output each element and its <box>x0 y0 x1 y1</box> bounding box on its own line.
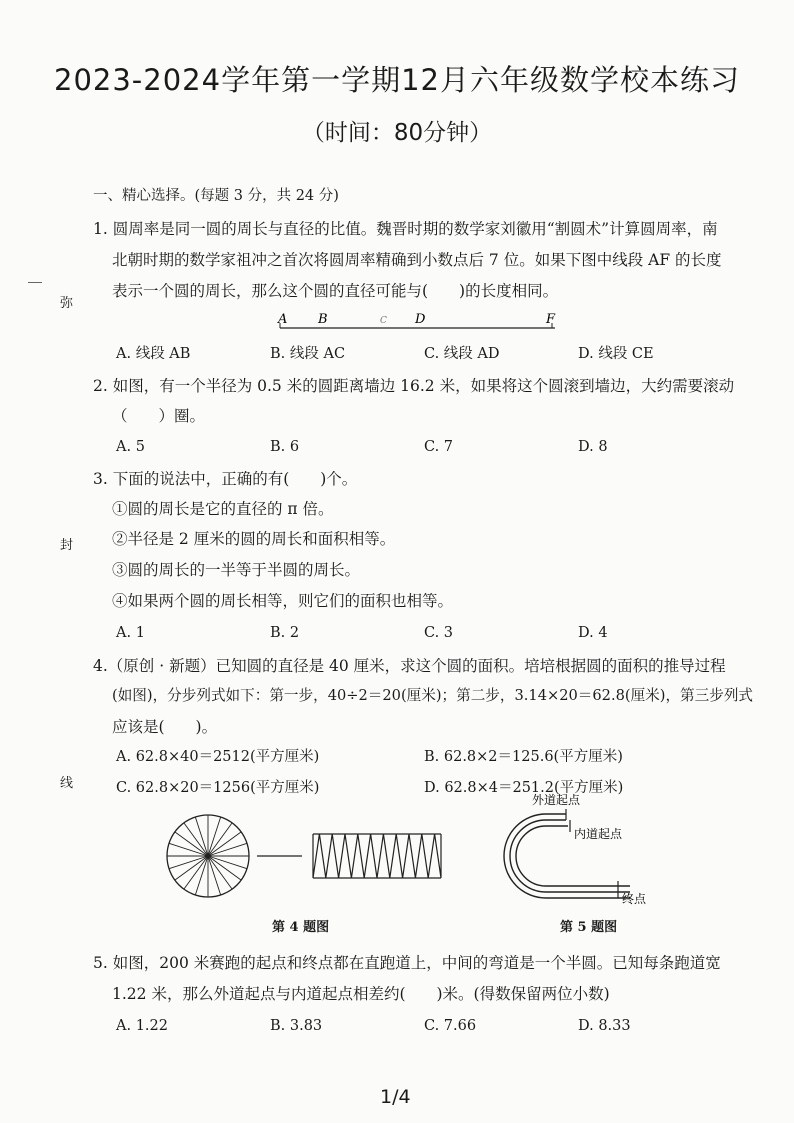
q5-option-b: B. 3.83 <box>270 1018 323 1034</box>
figure-4-caption: 第 4 题图 <box>272 920 330 935</box>
approx-rectangle <box>313 834 441 878</box>
segment-label-b: B <box>318 312 328 327</box>
margin-mark-seal: 弥 <box>60 296 74 311</box>
figure-4-circle-to-rectangle <box>165 812 455 912</box>
segment-label-c: C <box>380 316 387 326</box>
q5-option-c: C. 7.66 <box>424 1018 477 1034</box>
q2-option-d: D. 8 <box>578 439 608 455</box>
q5-line-1: 5. 如图，200 米赛跑的起点和终点都在直跑道上，中间的弯道是一个半圆。已知每条跑道宽 <box>93 954 721 972</box>
q2-line-2: （ ）圈。 <box>112 407 206 425</box>
q1-segment-figure <box>270 306 570 336</box>
time-limit: （时间：80分钟） <box>301 120 493 146</box>
margin-mark-feng: 封 <box>60 538 74 553</box>
q4-line-2: (如图)，分步列式如下：第一步，40÷2＝20(厘米)；第二步，3.14×20＝62.8(厘米)，第三步列式 <box>112 687 754 704</box>
q3-option-d: D. 4 <box>578 625 608 641</box>
q5-line-2: 1.22 米，那么外道起点与内道起点相差约( )米。(得数保留两位小数) <box>112 985 610 1003</box>
q5-option-a: A. 1.22 <box>116 1018 168 1034</box>
q4-line-3: 应该是( )。 <box>112 718 218 736</box>
sector-circle <box>167 815 249 897</box>
q3-option-b: B. 2 <box>270 625 300 641</box>
q3-line-1: 3. 下面的说法中，正确的有( )个。 <box>93 470 358 488</box>
page-number: 1/4 <box>380 1086 411 1108</box>
q3-statement-4: ④如果两个圆的周长相等，则它们的面积也相等。 <box>112 592 454 610</box>
finish-label: 终点 <box>622 892 647 906</box>
q3-statement-2: ②半径是 2 厘米的圆的周长和面积相等。 <box>112 530 396 548</box>
margin-mark-line: 线 <box>60 776 74 791</box>
q4-option-b: B. 62.8×2＝125.6(平方厘米) <box>424 749 623 765</box>
binding-margin-mark <box>28 282 42 283</box>
q4-option-d: D. 62.8×4＝251.2(平方厘米) <box>424 780 624 796</box>
q2-line-1: 2. 如图，有一个半径为 0.5 米的圆距离墙边 16.2 米，如果将这个圆滚到墙边，大约需要滚动 <box>93 377 735 395</box>
q4-line-1: 4.（原创 · 新题）已知圆的直径是 40 厘米，求这个圆的面积。培培根据圆的面积的推导过程 <box>93 657 726 675</box>
q3-option-c: C. 3 <box>424 625 454 641</box>
q1-option-b: B. 线段 AC <box>270 346 346 362</box>
section-heading: 一、精心选择。(每题 3 分，共 24 分) <box>93 188 339 204</box>
q1-option-a: A. 线段 AB <box>116 346 191 362</box>
outer-start-label: 外道起点 <box>532 793 581 807</box>
q1-option-d: D. 线段 CE <box>578 346 654 362</box>
q1-line-1: 1. 圆周率是同一圆的周长与直径的比值。魏晋时期的数学家刘徽用“割圆术”计算圆周率，南 <box>93 220 718 238</box>
q2-option-b: B. 6 <box>270 439 300 455</box>
q2-option-c: C. 7 <box>424 439 454 455</box>
q2-option-a: A. 5 <box>116 439 145 455</box>
q4-option-a: A. 62.8×40＝2512(平方厘米) <box>116 749 320 765</box>
segment-label-f: F <box>546 312 556 327</box>
q3-statement-3: ③圆的周长的一半等于半圆的周长。 <box>112 561 361 579</box>
q3-option-a: A. 1 <box>116 625 145 641</box>
page-title: 2023-2024学年第一学期12月六年级数学校本练习 <box>54 63 740 97</box>
segment-label-d: D <box>415 312 426 327</box>
inner-start-label: 内道起点 <box>574 827 623 841</box>
q5-option-d: D. 8.33 <box>578 1018 631 1034</box>
q1-option-c: C. 线段 AD <box>424 346 500 362</box>
figure-5-race-track <box>500 793 700 911</box>
q1-line-2: 北朝时期的数学家祖冲之首次将圆周率精确到小数点后 7 位。如果下图中线段 AF 的长度 <box>112 251 722 269</box>
segment-label-a: A <box>278 312 288 327</box>
figure-5-caption: 第 5 题图 <box>560 920 618 935</box>
q4-option-c: C. 62.8×20＝1256(平方厘米) <box>116 780 320 796</box>
q3-statement-1: ①圆的周长是它的直径的 π 倍。 <box>112 500 334 518</box>
q1-line-3: 表示一个圆的周长，那么这个圆的直径可能与( )的长度相同。 <box>112 282 559 300</box>
